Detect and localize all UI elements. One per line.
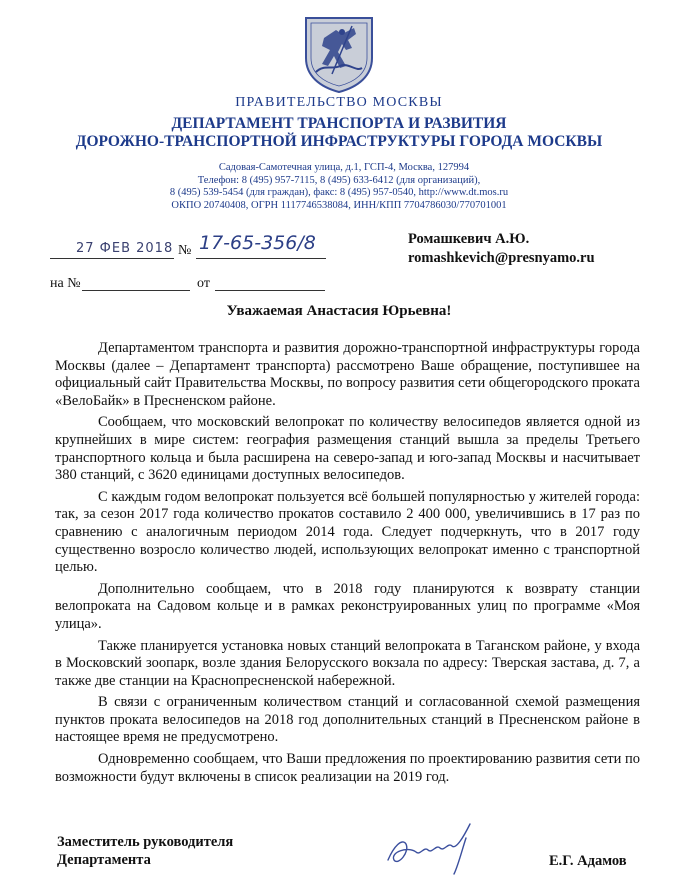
paragraph: В связи с ограниченным количеством станций и согласованной схемой размещения пунктов проката велосипедов на 2018 год дополнительных станций в Пресненском районе в настоящее время не предусмотрено. xyxy=(55,694,640,746)
paragraph: Департаментом транспорта и развития дорожно-транспортной инфраструктуры города Москвы (далее – Департамент транспорта) рассмотрено Ваше обращение, поступившее на официальный сайт Правительства Москвы, по вопросу развития сети общегородского проката «ВелоБайк» в Пресненском районе. xyxy=(55,340,640,409)
paragraph: Дополнительно сообщаем, что в 2018 году планируются к возврату станции велопроката на Садовом кольце и в рамках реконструированных улиц по программе «Моя улица». xyxy=(55,580,640,632)
handwritten-signature-icon xyxy=(380,816,490,876)
reference-underline xyxy=(82,290,190,291)
department-contacts xyxy=(0,162,678,212)
government-name: ПРАВИТЕЛЬСТВО МОСКВЫ xyxy=(235,95,443,110)
from-label: от xyxy=(197,276,210,291)
signer-name: Е.Г. Адамов xyxy=(549,853,627,869)
registration-number: 17-65-356/8 xyxy=(199,232,316,254)
from-underline xyxy=(215,290,325,291)
number-label: № xyxy=(178,243,192,258)
address-line: Садовая-Самотечная улица, д.1, ГСП-4, Москва, 127994 xyxy=(218,162,470,173)
recipient-name: Ромашкевич А.Ю. xyxy=(408,231,530,247)
phone-fax-line: 8 (495) 539-5454 (для граждан), факс: 8 (495) 957-0540, http://www.dt.mos.ru xyxy=(169,187,509,199)
registry-codes-line: ОКПО 20740408, ОГРН 1117746538084, ИНН/КПП 7704786030/770701001 xyxy=(171,199,507,211)
department-name-line1: ДЕПАРТАМЕНТ ТРАНСПОРТА И РАЗВИТИЯ xyxy=(171,115,507,132)
phone-line: Телефон: 8 (495) 957-7115, 8 (495) 633-6412 (для организаций), xyxy=(197,174,481,186)
recipient-block xyxy=(408,230,595,268)
moscow-coat-of-arms-icon xyxy=(302,14,376,94)
recipient-email: romashkevich@presnyamo.ru xyxy=(408,250,595,266)
number-underline xyxy=(196,258,326,259)
paragraph: Сообщаем, что московский велопрокат по количеству велосипедов является одной из крупнейших в мире систем: география размещения станций вышла за пределы Третьего транспортного кольца и была расширена на северо-запад и юго-запад Москвы и насчитывает 380 станций, с 3620 единицами доступных велосипедов. xyxy=(55,414,640,484)
paragraph: Одновременно сообщаем, что Ваши предложения по проектированию развития сети по возможности будут включены в список реализации на 2019 год. xyxy=(55,751,641,785)
paragraph: Также планируется установка новых станций велопроката в Таганском районе, у входа в Московский зоопарк, возле здания Белорусского вокзала по адресу: Тверская застава, д. 7, а также две станции на Краснопресненской набережной. xyxy=(55,637,640,689)
signer-title-line1: Заместитель руководителя xyxy=(57,834,234,850)
registration-date: 27 ФЕВ 2018 xyxy=(76,241,174,256)
signer-title xyxy=(57,833,233,869)
reference-label: на № xyxy=(50,276,81,291)
greeting: Уважаемая Анастасия Юрьевна! xyxy=(226,303,452,319)
date-underline xyxy=(50,258,174,259)
department-name-line2: ДОРОЖНО-ТРАНСПОРТНОЙ ИНФРАСТРУКТУРЫ ГОРОДА МОСКВЫ xyxy=(75,133,603,150)
paragraph: С каждым годом велопрокат пользуется всё большей популярностью у жителей города: так, за сезон 2017 года количество прокатов составило 2 400 000, увеличившись в 17 раз по сравнению с аналогичным периодом 2014 года. Следует подчеркнуть, что в 2017 году существенно возросло количество людей, использующих велопрокат именно с транспортной целью. xyxy=(55,488,640,576)
letter-body xyxy=(55,340,640,790)
signer-title-line2: Департамента xyxy=(57,852,151,868)
